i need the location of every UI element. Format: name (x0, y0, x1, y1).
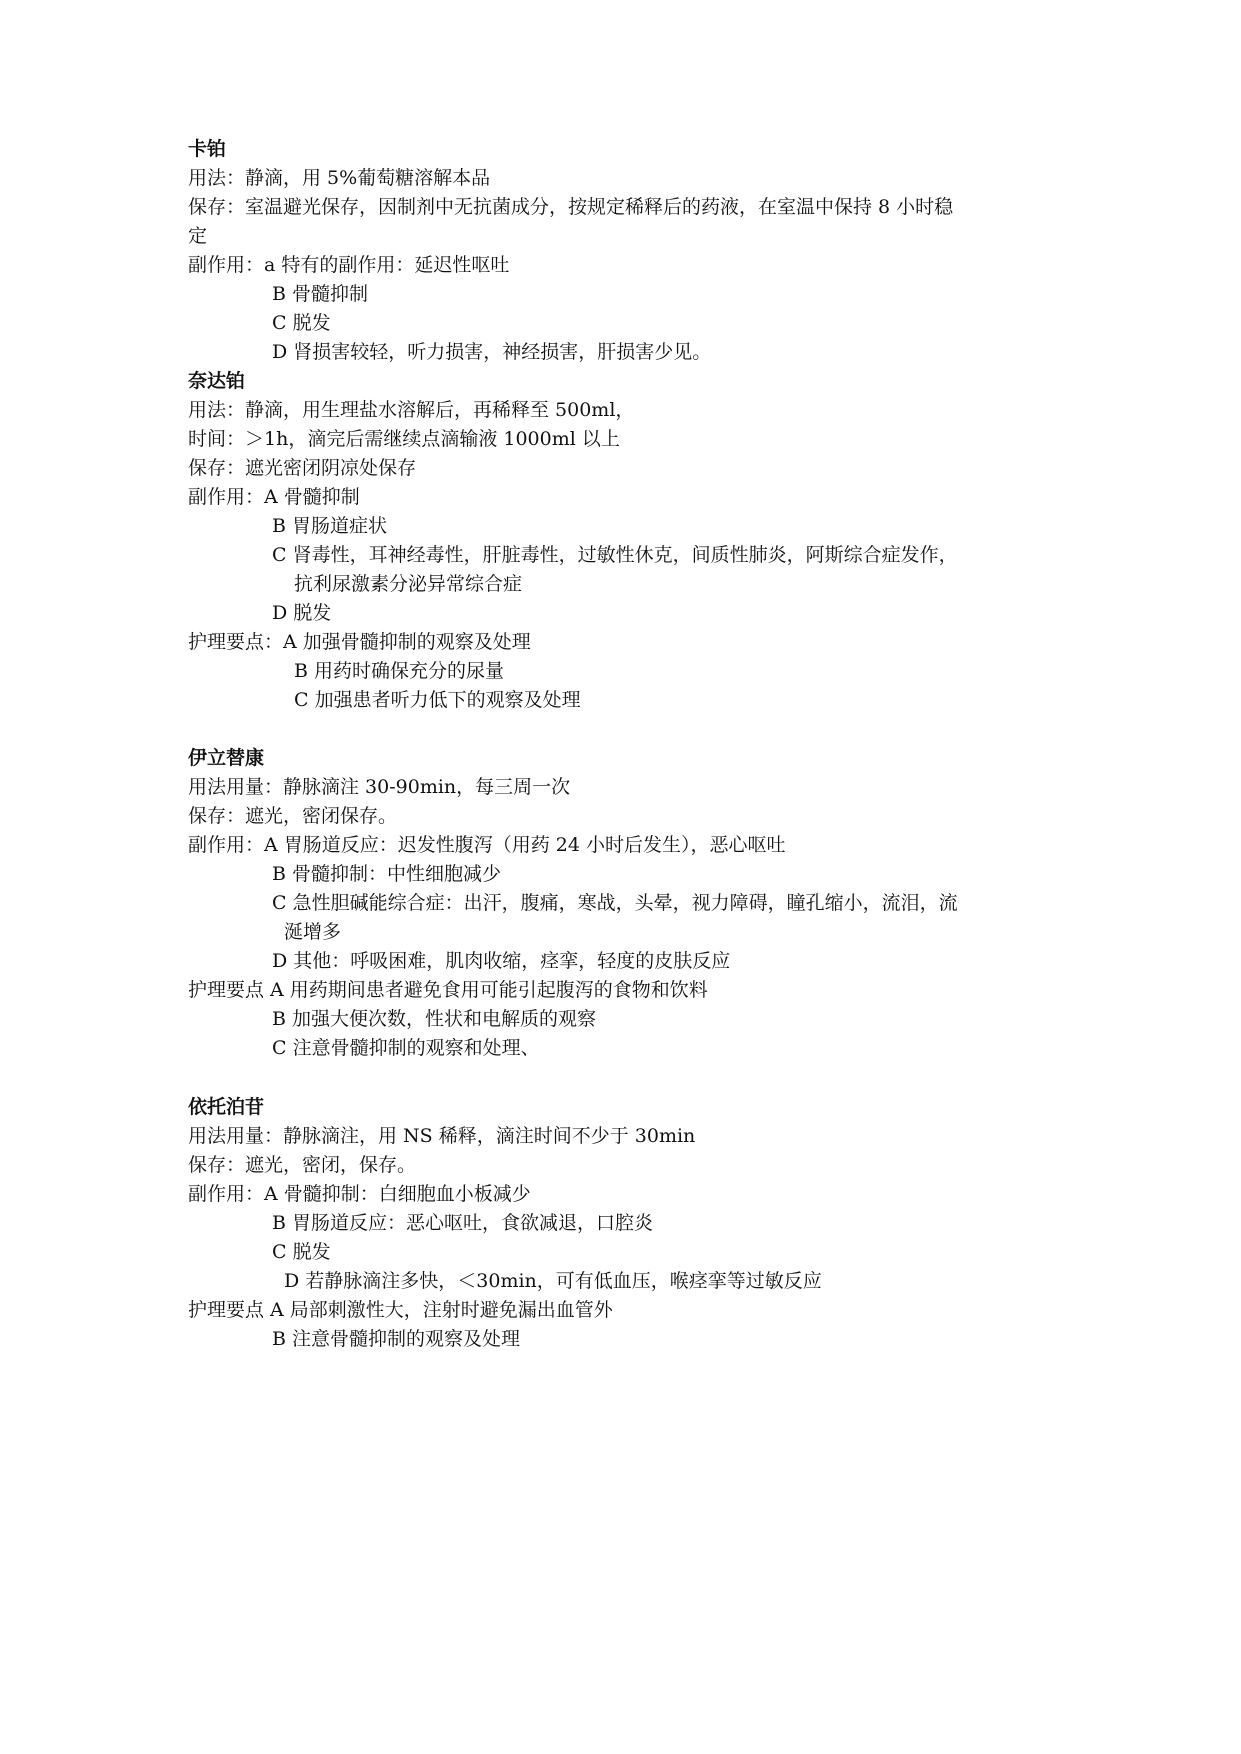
text-line: C 脱发 (272, 312, 331, 334)
text-line: B 加强大便次数，性状和电解质的观察 (272, 1008, 597, 1030)
section-title: 奈达铂 (188, 370, 246, 392)
text-line: 护理要点：A 加强骨髓抑制的观察及处理 (188, 631, 531, 653)
text-line: 保存：遮光，密闭，保存。 (188, 1154, 417, 1176)
text-line: B 胃肠道反应：恶心呕吐，食欲减退，口腔炎 (272, 1212, 654, 1234)
text-line: B 骨髓抑制 (272, 283, 369, 305)
text-line: 护理要点 A 用药期间患者避免食用可能引起腹泻的食物和饮料 (188, 979, 708, 1001)
text-line: 用法用量：静脉滴注 30-90min，每三周一次 (188, 776, 571, 798)
text-line: C 脱发 (272, 1241, 331, 1263)
text-line: D 脱发 (272, 602, 332, 624)
text-line: D 肾损害较轻，听力损害，神经损害，肝损害少见。 (272, 341, 712, 363)
text-line: 副作用：A 骨髓抑制：白细胞血小板减少 (188, 1183, 531, 1205)
text-line: 护理要点 A 局部刺激性大，注射时避免漏出血管外 (188, 1299, 613, 1321)
text-line: 涎增多 (284, 921, 342, 943)
section-title: 依托泊苷 (188, 1096, 265, 1118)
text-line: B 骨髓抑制：中性细胞减少 (272, 863, 502, 885)
text-line: 用法：静滴，用 5%葡萄糖溶解本品 (188, 167, 491, 189)
text-line: 用法用量：静脉滴注，用 NS 稀释，滴注时间不少于 30min (188, 1125, 696, 1147)
text-line: B 胃肠道症状 (272, 515, 388, 537)
text-line: 定 (188, 225, 208, 247)
text-line: 保存：室温避光保存，因制剂中无抗菌成分，按规定稀释后的药液，在室温中保持 8 小时稳 (188, 196, 954, 218)
text-line: 副作用：a 特有的副作用：延迟性呕吐 (188, 254, 510, 276)
text-line: C 肾毒性，耳神经毒性，肝脏毒性，过敏性休克，间质性肺炎，阿斯综合症发作， (272, 544, 958, 566)
text-line: C 急性胆碱能综合症：出汗，腹痛，寒战，头晕，视力障碍，瞳孔缩小，流泪，流 (272, 892, 958, 914)
text-line: D 其他：呼吸困难，肌肉收缩，痉挛，轻度的皮肤反应 (272, 950, 731, 972)
text-line: 抗利尿激素分泌异常综合症 (294, 573, 523, 595)
text-line: C 注意骨髓抑制的观察和处理、 (272, 1037, 540, 1059)
text-line: 保存：遮光，密闭保存。 (188, 805, 398, 827)
text-line: 保存：遮光密闭阴凉处保存 (188, 457, 417, 479)
section-title: 伊立替康 (188, 747, 265, 769)
text-line: C 加强患者听力低下的观察及处理 (294, 689, 581, 711)
text-line: 副作用：A 胃肠道反应：迟发性腹泻（用药 24 小时后发生），恶心呕吐 (188, 834, 786, 856)
text-line: B 用药时确保充分的尿量 (294, 660, 505, 682)
section-title: 卡铂 (188, 138, 227, 160)
text-line: 副作用：A 骨髓抑制 (188, 486, 360, 508)
text-line: 时间：＞1h，滴完后需继续点滴输液 1000ml 以上 (188, 428, 620, 450)
text-line: D 若静脉滴注多快，＜30min，可有低血压，喉痉挛等过敏反应 (284, 1270, 822, 1292)
text-line: B 注意骨髓抑制的观察及处理 (272, 1328, 521, 1350)
text-line: 用法：静滴，用生理盐水溶解后，再稀释至 500ml， (188, 399, 635, 421)
